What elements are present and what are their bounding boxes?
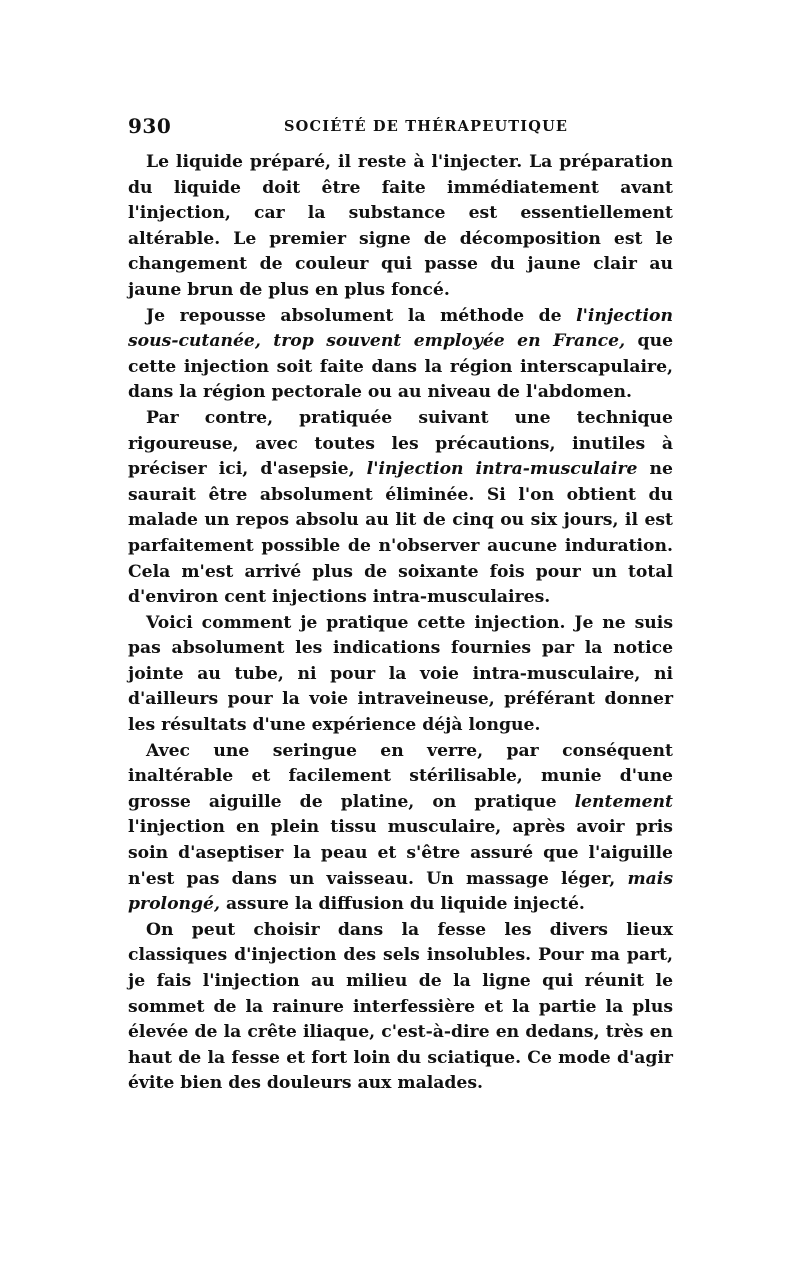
text-segment: que cette injection soit faite dans la région interscapulaire, dans la région pectorale ou au niveau de l'abdomen. (128, 331, 674, 403)
italic-segment: lentement (574, 791, 673, 812)
text-segment: On peut choisir dans la fesse les divers lieux classiques d'injection des sels insolubles. Pour ma part, je fais l'injection au milieu de la ligne qui réunit le sommet de la rainure interfessière et la partie la plus élevée de la crête iliaque, c'est-à-dire en dedans, très en haut de la fesse et fort loin du sciatique. Ce mode d'agir évite bien des douleurs aux malades. (128, 919, 673, 1094)
text-segment: Le liquide préparé, il reste à l'injecter. La préparation du liquide doit être faite immédiatement avant l'injection, car la substance est essentiellement altérable. Le premier signe de décomposition est le changement de couleur qui passe du jaune clair au jaune brun de plus en plus foncé. (128, 152, 673, 300)
body-text (128, 150, 673, 1097)
text-segment: Voici comment je pratique cette injection. Je ne suis pas absolument les indications fournies par la notice jointe au tube, ni pour la voie intra-musculaire, ni d'ailleurs pour la voie intraveineuse, préférant donner les résultats d'une expérience déjà longue. (128, 612, 673, 736)
paragraph-4 (128, 611, 673, 739)
text-segment: Par contre, pratiquée suivant une technique rigoureuse, avec toutes les précautions, inutiles à préciser ici, d'asepsie, (128, 407, 673, 480)
text-segment: Avec une seringue en verre, par conséquent inaltérable et facilement stérilisable, munie d'une grosse aiguille de platine, on pratique (128, 740, 673, 812)
paragraph-2 (128, 304, 673, 406)
page-header (128, 112, 673, 140)
text-segment: l'injection en plein tissu musculaire, après avoir pris soin d'aseptiser la peau et s'être assuré que l'aiguille n'est pas dans un vaisseau. Un massage léger, (128, 817, 673, 889)
text-segment: Je repousse absolument la méthode de (146, 305, 577, 326)
page-number: 930 (128, 114, 172, 138)
italic-segment: l'injection intra-musculaire (366, 459, 638, 480)
paragraph-6 (128, 918, 673, 1097)
running-title: SOCIÉTÉ DE THÉRAPEUTIQUE (284, 118, 569, 135)
italic-segment: mais prolongé, (128, 868, 673, 915)
paragraph-5 (128, 739, 673, 918)
paragraph-3 (128, 406, 673, 611)
text-segment: ne saurait être absolument éliminée. Si l'on obtient du malade un repos absolu au lit de cinq ou six jours, il est parfaitement possible de n'observer aucune induration. Cela m'est arrivé plus de soixante fois pour un total d'environ cent injections intra-musculaires. (128, 459, 673, 608)
paragraph-1 (128, 150, 673, 304)
italic-segment: l'injection sous-cutanée, trop souvent employée en France, (128, 305, 673, 352)
text-segment: assure la diffusion du liquide injecté. (219, 894, 585, 915)
